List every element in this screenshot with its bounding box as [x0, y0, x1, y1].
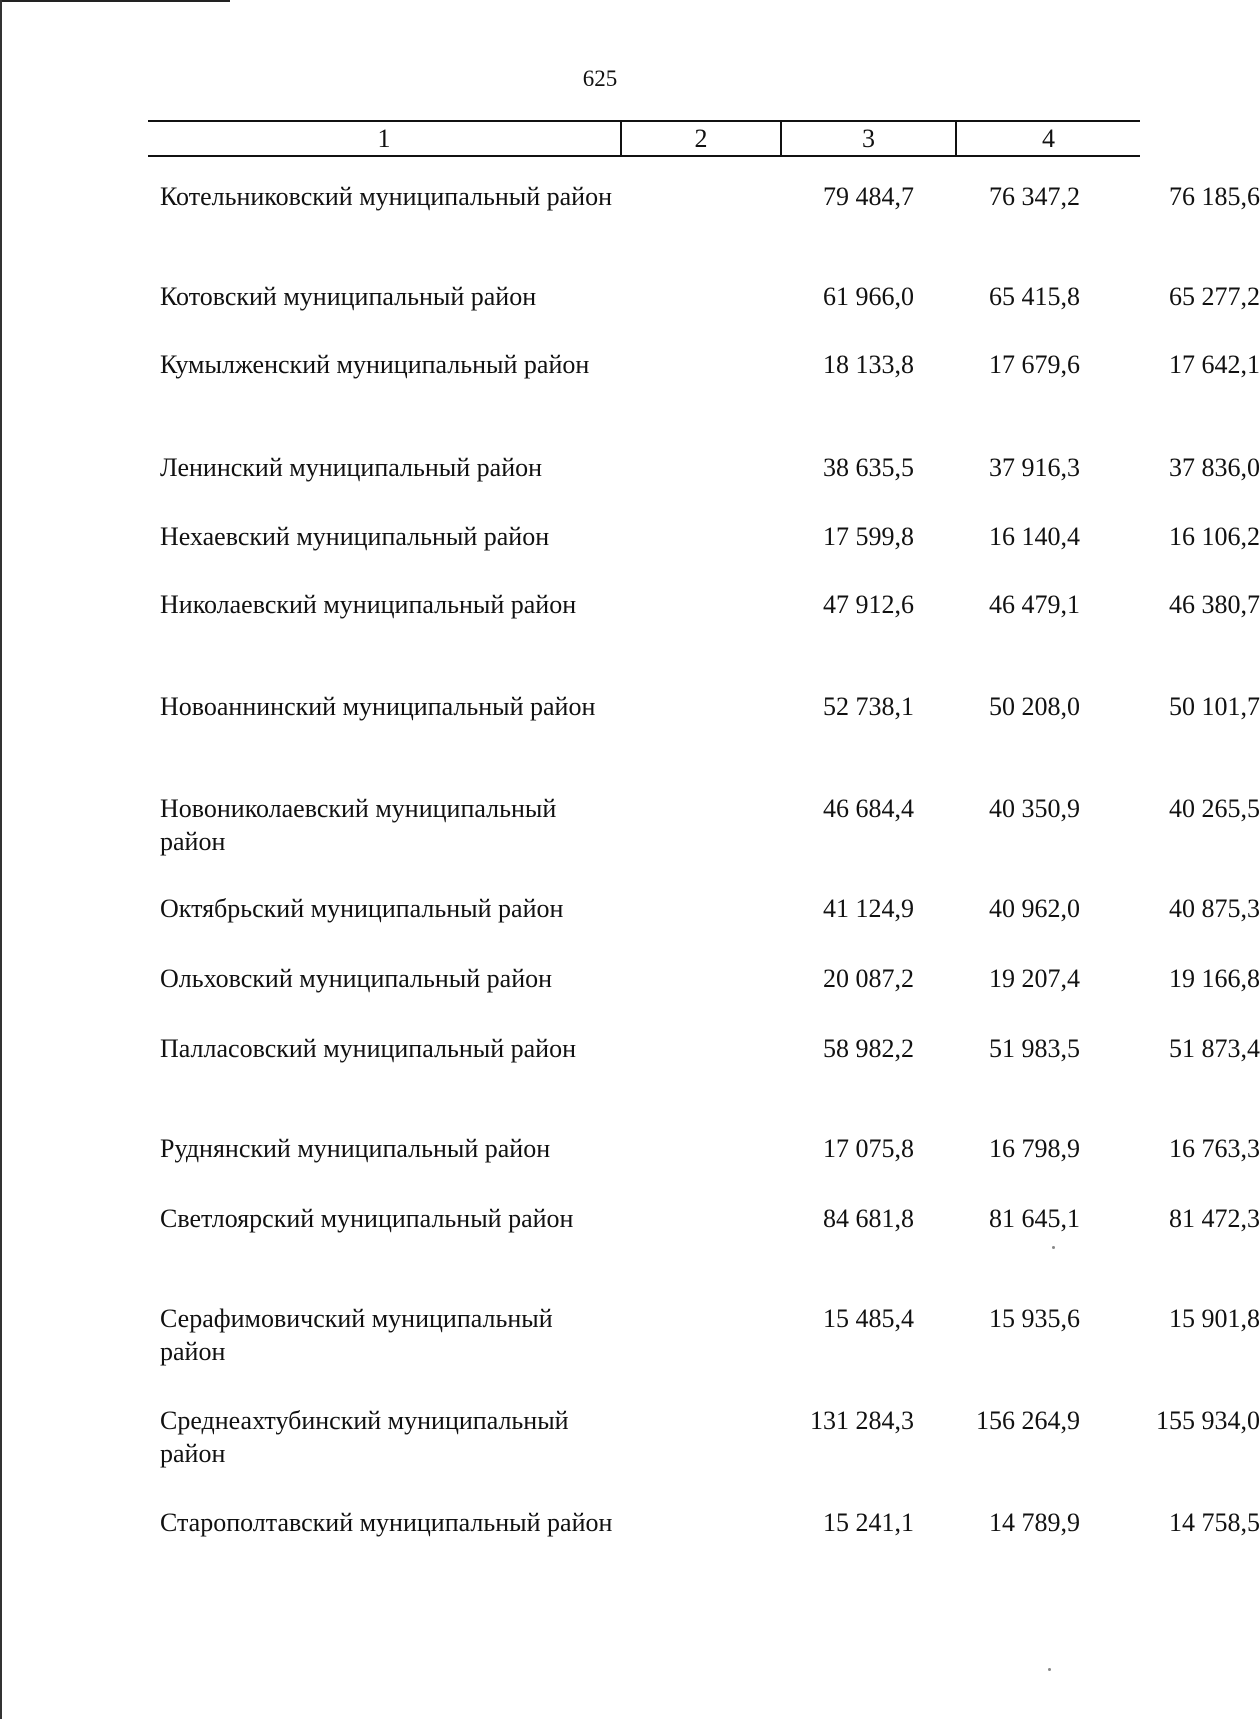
value-col-2: 41 124,9 [823, 894, 914, 923]
scan-edge-top [0, 0, 230, 8]
value-col-2: 46 684,4 [823, 794, 914, 823]
district-name: Котельниковский муниципальный район [160, 182, 612, 211]
value-col-2: 15 485,4 [823, 1304, 914, 1333]
value-col-2: 79 484,7 [823, 182, 914, 211]
district-name: Новоаннинский муниципальный район [160, 692, 596, 721]
value-col-3: 50 208,0 [989, 692, 1080, 721]
value-col-2: 18 133,8 [823, 350, 914, 379]
table-header [148, 120, 1140, 157]
value-col-3: 15 935,6 [989, 1304, 1080, 1333]
value-col-4: 51 873,4 [1169, 1034, 1260, 1063]
value-col-4: 65 277,2 [1169, 282, 1260, 311]
value-col-3: 81 645,1 [989, 1204, 1080, 1233]
district-name: Николаевский муниципальный район [160, 590, 577, 619]
value-col-4: 50 101,7 [1169, 692, 1260, 721]
value-col-2: 38 635,5 [823, 453, 914, 482]
value-col-4: 37 836,0 [1169, 453, 1260, 482]
value-col-2: 58 982,2 [823, 1034, 914, 1063]
value-col-2: 47 912,6 [823, 590, 914, 619]
district-name: Кумылженский муниципальный район [160, 350, 590, 379]
value-col-2: 84 681,8 [823, 1204, 914, 1233]
value-col-4: 15 901,8 [1169, 1304, 1260, 1333]
district-name: Нехаевский муниципальный район [160, 522, 550, 551]
district-name: Ольховский муниципальный район [160, 964, 553, 993]
district-name: Палласовский муниципальный район [160, 1034, 576, 1063]
district-name: Руднянский муниципальный район [160, 1134, 551, 1163]
district-name: Котовский муниципальный район [160, 282, 537, 311]
value-col-4: 16 763,3 [1169, 1134, 1260, 1163]
value-col-2: 15 241,1 [823, 1508, 914, 1537]
value-col-4: 155 934,0 [1156, 1406, 1260, 1435]
value-col-3: 51 983,5 [989, 1034, 1080, 1063]
district-name: Новониколаевский муниципальный район [160, 794, 557, 856]
value-col-3: 37 916,3 [989, 453, 1080, 482]
value-col-2: 131 284,3 [810, 1406, 914, 1435]
value-col-3: 46 479,1 [989, 590, 1080, 619]
value-col-3: 65 415,8 [989, 282, 1080, 311]
value-col-4: 17 642,1 [1169, 350, 1260, 379]
value-col-2: 52 738,1 [823, 692, 914, 721]
value-col-2: 20 087,2 [823, 964, 914, 993]
district-name: Светлоярский муниципальный район [160, 1204, 574, 1233]
value-col-4: 14 758,5 [1169, 1508, 1260, 1537]
value-col-3: 16 798,9 [989, 1134, 1080, 1163]
value-col-4: 16 106,2 [1169, 522, 1260, 551]
value-col-2: 17 599,8 [823, 522, 914, 551]
value-col-4: 40 265,5 [1169, 794, 1260, 823]
scan-speck [1048, 1668, 1051, 1671]
value-col-2: 61 966,0 [823, 282, 914, 311]
district-name: Ленинский муниципальный район [160, 453, 543, 482]
header-col-3: 3 [780, 122, 955, 155]
district-name: Старополтавский муниципальный район [160, 1508, 613, 1537]
value-col-4: 76 185,6 [1169, 182, 1260, 211]
value-col-3: 16 140,4 [989, 522, 1080, 551]
value-col-3: 40 962,0 [989, 894, 1080, 923]
value-col-3: 76 347,2 [989, 182, 1080, 211]
value-col-3: 156 264,9 [976, 1406, 1080, 1435]
value-col-2: 17 075,8 [823, 1134, 914, 1163]
value-col-4: 19 166,8 [1169, 964, 1260, 993]
district-name: Среднеахтубинский муниципальный район [160, 1406, 569, 1468]
header-col-4: 4 [955, 122, 1140, 155]
page-number: 625 [582, 66, 618, 91]
district-name: Октябрьский муниципальный район [160, 894, 564, 923]
value-col-4: 46 380,7 [1169, 590, 1260, 619]
value-col-3: 14 789,9 [989, 1508, 1080, 1537]
value-col-3: 40 350,9 [989, 794, 1080, 823]
value-col-4: 40 875,3 [1169, 894, 1260, 923]
district-name: Серафимовичский муниципальный район [160, 1304, 553, 1366]
header-col-2: 2 [620, 122, 780, 155]
value-col-3: 17 679,6 [989, 350, 1080, 379]
scan-edge-left [0, 0, 2, 1719]
scan-speck [1052, 1246, 1055, 1249]
value-col-3: 19 207,4 [989, 964, 1080, 993]
value-col-4: 81 472,3 [1169, 1204, 1260, 1233]
header-col-1: 1 [377, 124, 391, 153]
